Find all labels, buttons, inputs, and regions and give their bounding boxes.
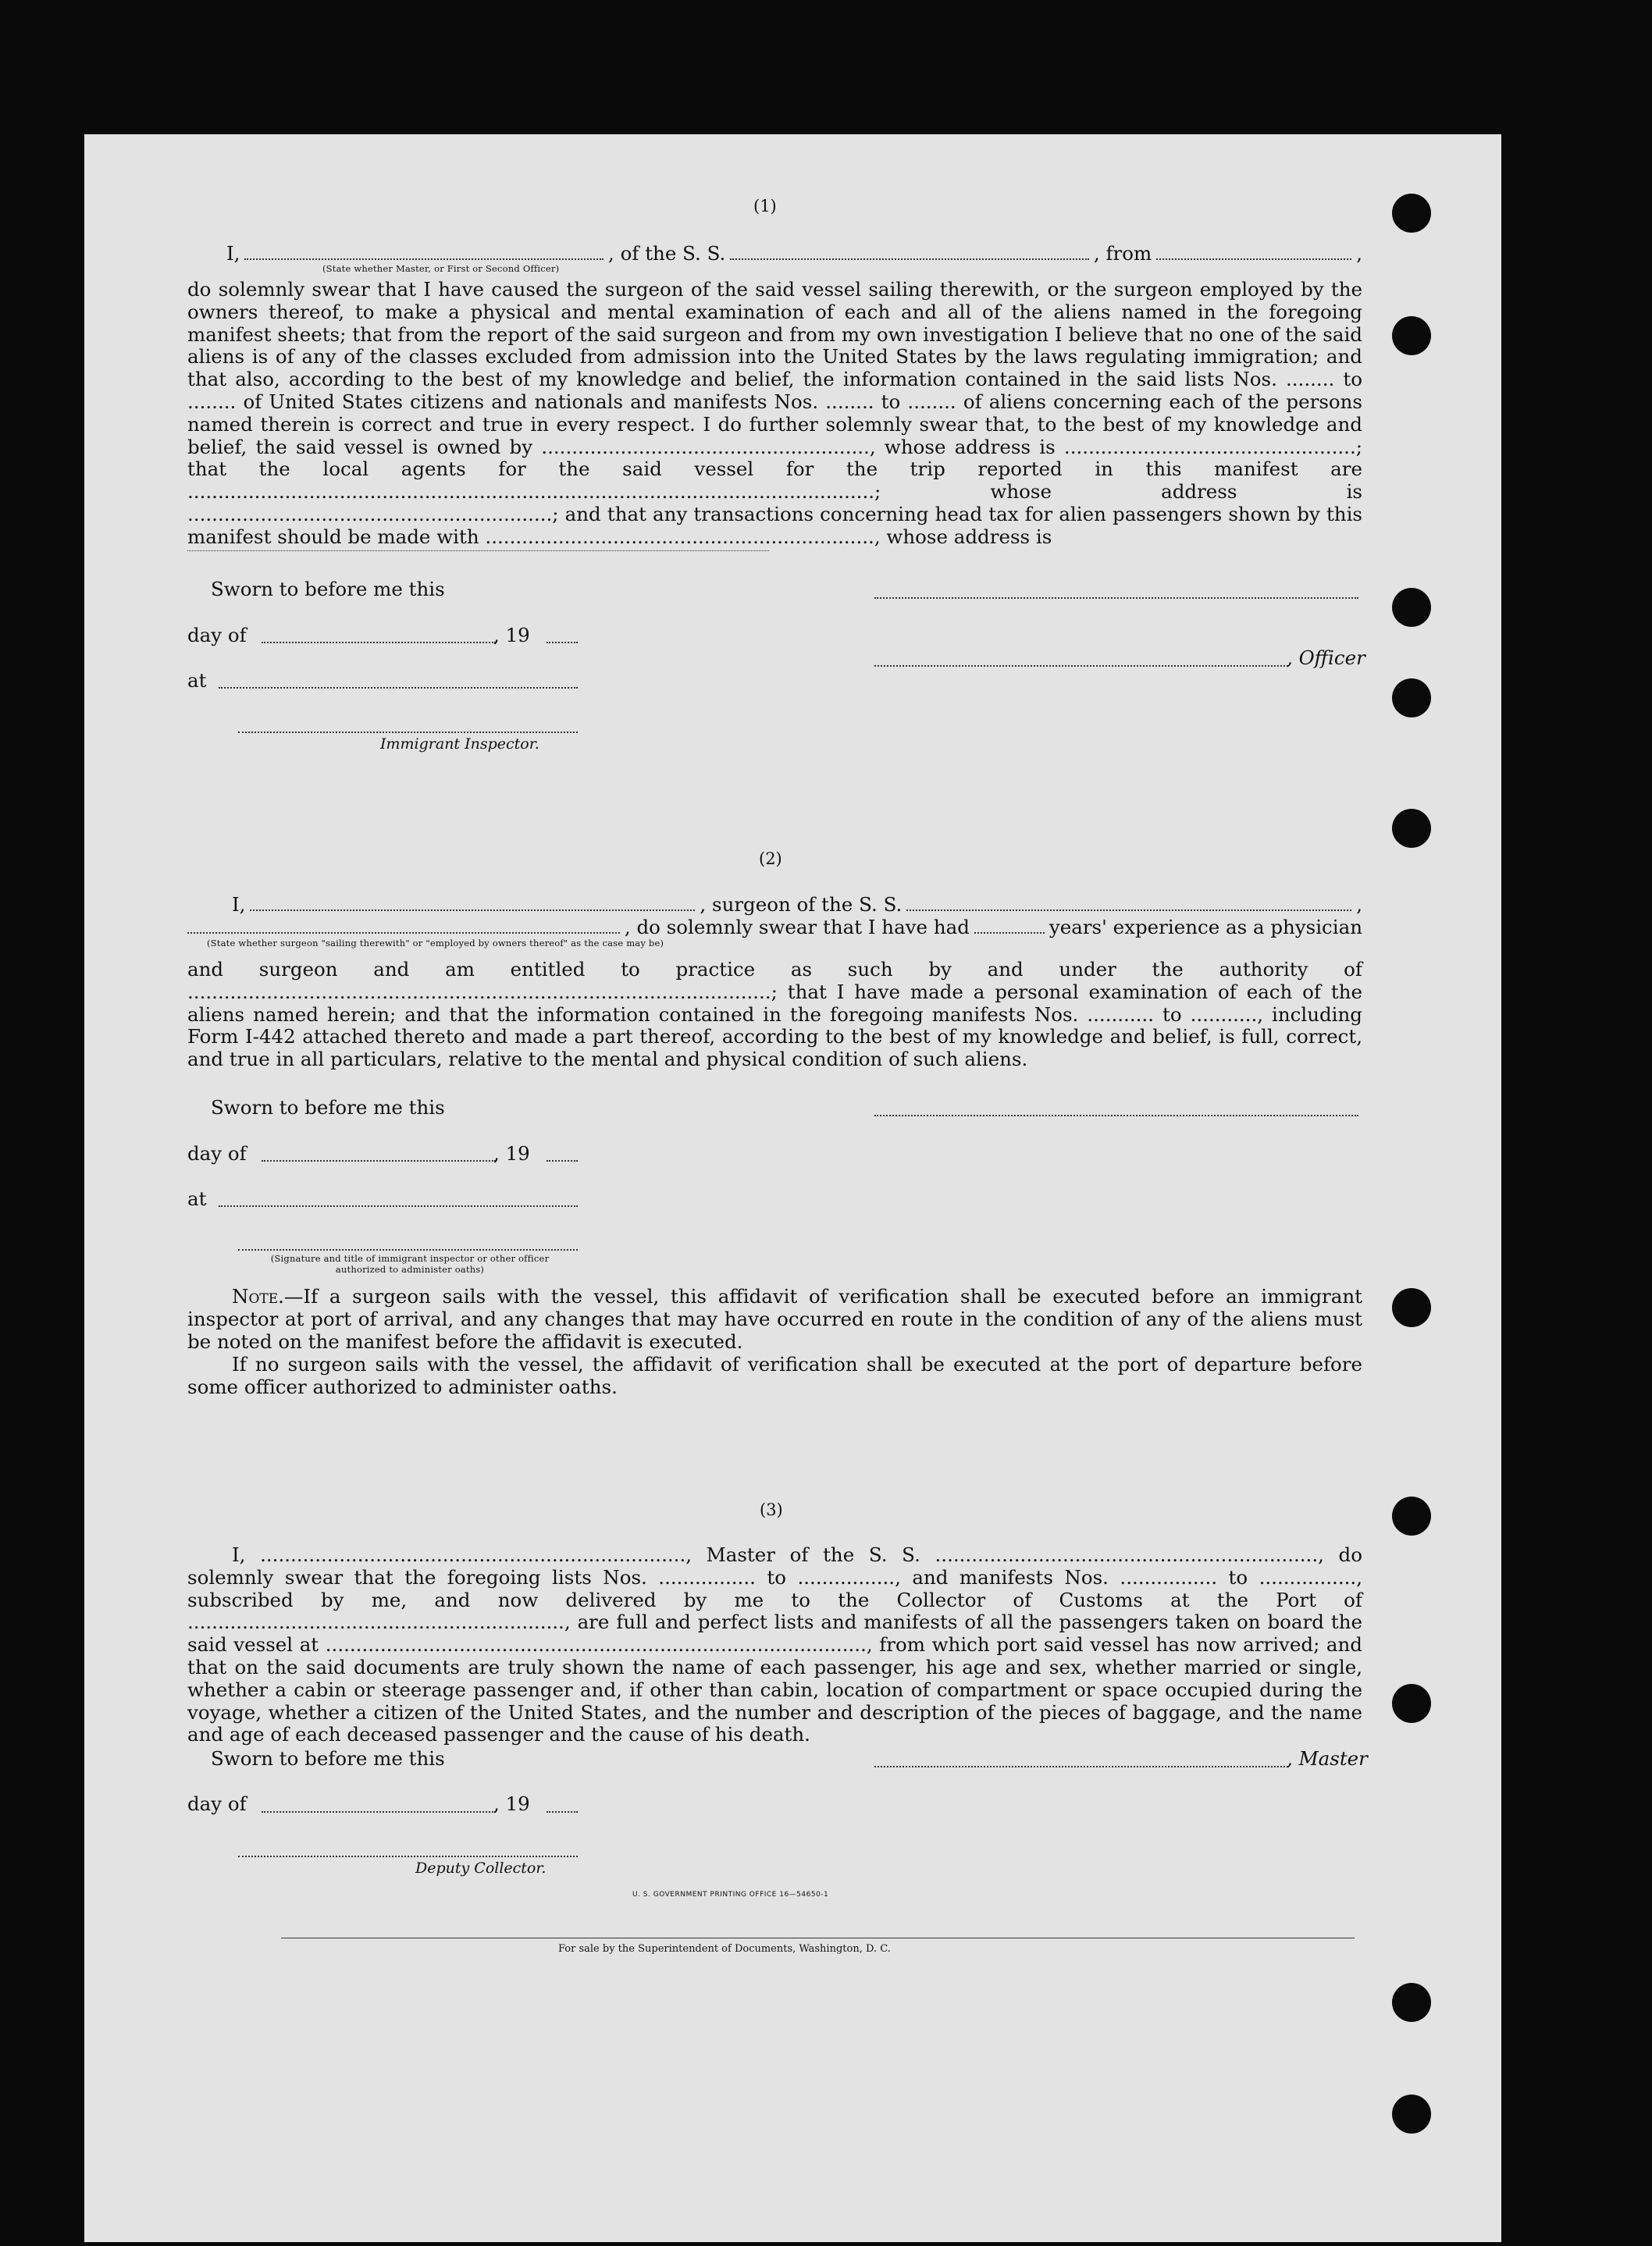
officer-signature-line[interactable] (874, 597, 1358, 599)
year-field[interactable] (547, 1811, 578, 1813)
binder-hole (1392, 194, 1431, 233)
surgeon-vessel-field[interactable] (906, 895, 1351, 911)
vessel-name-field[interactable] (730, 244, 1089, 260)
section-3-number: (3) (760, 1500, 783, 1519)
binder-hole (1392, 1684, 1431, 1723)
gpo-imprint: U. S. GOVERNMENT PRINTING OFFICE 16—54650-1 (632, 1891, 829, 1899)
year-field[interactable] (547, 1160, 578, 1162)
day-field[interactable] (262, 642, 496, 643)
sworn-label: Sworn to before me this (211, 1096, 445, 1119)
binder-hole (1392, 809, 1431, 848)
sale-notice: For sale by the Superintendent of Documents, Washington, D. C. (558, 1943, 891, 1955)
at-field[interactable] (219, 1205, 578, 1207)
section-1-body: do solemnly swear that I have caused the surgeon of the said vessel sailing therewith, or the surgeon employed by the owners thereof, to make a physical and mental examination of each and all of the aliens named in the foregoing manifest sheets; that from the report of the said surgeon and from my own investigation I believe that no one of the said aliens is of any of the classes excluded from admission into the United States by the laws regulating immigration; and that also, according to the best of my knowledge and belief, the information contained in the said lists Nos. ........ to ........ of United States citizens and nationals and manifests Nos. ........ to ........ of aliens concerning each of the persons named therein is correct and true in every respect. I do further solemnly swear that, to the best of my knowledge and belief, the said vessel is owned by ......................................................, whose address is ................................................; that the local agents for the said vessel for the trip reported in this manifest are .................................................................................................................; whose address is ............................................................; and that any transactions concerning head tax for alien passengers shown by this manifest should be made with ................................................................, whose address is (187, 278, 1362, 548)
officer-name-field[interactable] (244, 244, 603, 260)
day-of-label: day of (187, 1142, 247, 1165)
inspector-label: Immigrant Inspector. (380, 735, 539, 753)
binder-hole (1392, 588, 1431, 627)
at-field[interactable] (219, 687, 578, 689)
binder-hole (1392, 316, 1431, 355)
section-2-body: and surgeon and am entitled to practice as such by and under the authority of ................................................................................................; that I have made a personal examination of each of the aliens named herein; and that the information contained in the foregoing manifests Nos. ........... to ..........., including Form I-442 attached thereto and made a part thereof, according to the best of my knowledge and belief, is full, correct, and true in all particulars, relative to the mental and physical condition of such aliens. (187, 958, 1362, 1071)
surgeon-signature-line[interactable] (874, 1115, 1358, 1116)
inspector-signature-line[interactable] (238, 731, 578, 733)
officer-title-line[interactable] (874, 665, 1288, 667)
binder-hole (1392, 1497, 1431, 1536)
binder-hole (1392, 2095, 1431, 2134)
binder-hole (1392, 1983, 1431, 2022)
section-2-swear-line: , do solemnly swear that I have had years' experience as a physician (187, 916, 1362, 938)
sworn-label: Sworn to before me this (211, 1747, 445, 1770)
day-of-label: day of (187, 624, 247, 646)
day-field[interactable] (262, 1160, 496, 1162)
year-label: , 19 (493, 624, 530, 646)
year-field[interactable] (547, 642, 578, 643)
at-label: at (187, 669, 207, 692)
surgeon-name-field[interactable] (250, 895, 695, 911)
section-1-oath-line: I, , of the S. S. , from , (226, 242, 1363, 265)
master-label: , Master (1287, 1747, 1368, 1770)
note-paragraph-2: If no surgeon sails with the vessel, the affidavit of verification shall be executed at the port of departure before some officer authorized to administer oaths. (187, 1353, 1362, 1398)
master-signature-line[interactable] (874, 1766, 1288, 1767)
day-field[interactable] (262, 1811, 496, 1813)
inspector-signature-line[interactable] (238, 1249, 578, 1251)
port-from-field[interactable] (1156, 244, 1351, 260)
section-1-number: (1) (753, 197, 777, 215)
at-label: at (187, 1187, 207, 1210)
signature-caption: (Signature and title of immigrant inspector or other officer authorized to administer oaths) (270, 1253, 550, 1275)
officer-caption: (State whether Master, or First or Second Officer) (322, 263, 560, 274)
years-experience-field[interactable] (974, 918, 1045, 934)
binder-hole (1392, 1288, 1431, 1327)
section-3-body: I, ......................................................................, Master of the S. S. ..............................................................., do solemnly swear that the foregoing lists Nos. ................ to ................, and manifests Nos. ................ to ................, subscribed by me, and now delivered by me to the Collector of Customs at the Port of .............................................................., are full and perfect lists and manifests of all the passengers taken on board the said vessel at ........................................................................................., from which port said vessel has now arrived; and that on the said documents are truly shown the name of each passenger, his age and sex, whether married or single, whether a cabin or steerage passenger and, if other than cabin, location of compartment or space occupied during the voyage, whether a citizen of the United States, and the number and description of the pieces of baggage, and the name and age of each deceased passenger and the cause of his death. (187, 1543, 1362, 1746)
section-2-number: (2) (759, 849, 782, 868)
collector-label: Deputy Collector. (415, 1860, 547, 1877)
day-of-label: day of (187, 1792, 247, 1815)
sworn-label: Sworn to before me this (211, 578, 445, 600)
surgeon-caption: (State whether surgeon "sailing therewith" or "employed by owners thereof" as the case may be) (207, 938, 664, 949)
binder-hole (1392, 678, 1431, 717)
section-2-oath-line: I, , surgeon of the S. S. , (232, 893, 1363, 916)
officer-label: , Officer (1287, 646, 1365, 669)
year-label: , 19 (493, 1142, 530, 1165)
surgeon-status-field[interactable] (187, 918, 620, 934)
year-label: , 19 (493, 1792, 530, 1815)
collector-signature-line[interactable] (238, 1856, 578, 1857)
note-paragraph-1: Note.—If a surgeon sails with the vessel, this affidavit of verification shall be executed before an immigrant inspector at port of arrival, and any changes that may have occurred en route in the condition of any of the aliens must be noted on the manifest before the affidavit is executed. (187, 1285, 1362, 1353)
